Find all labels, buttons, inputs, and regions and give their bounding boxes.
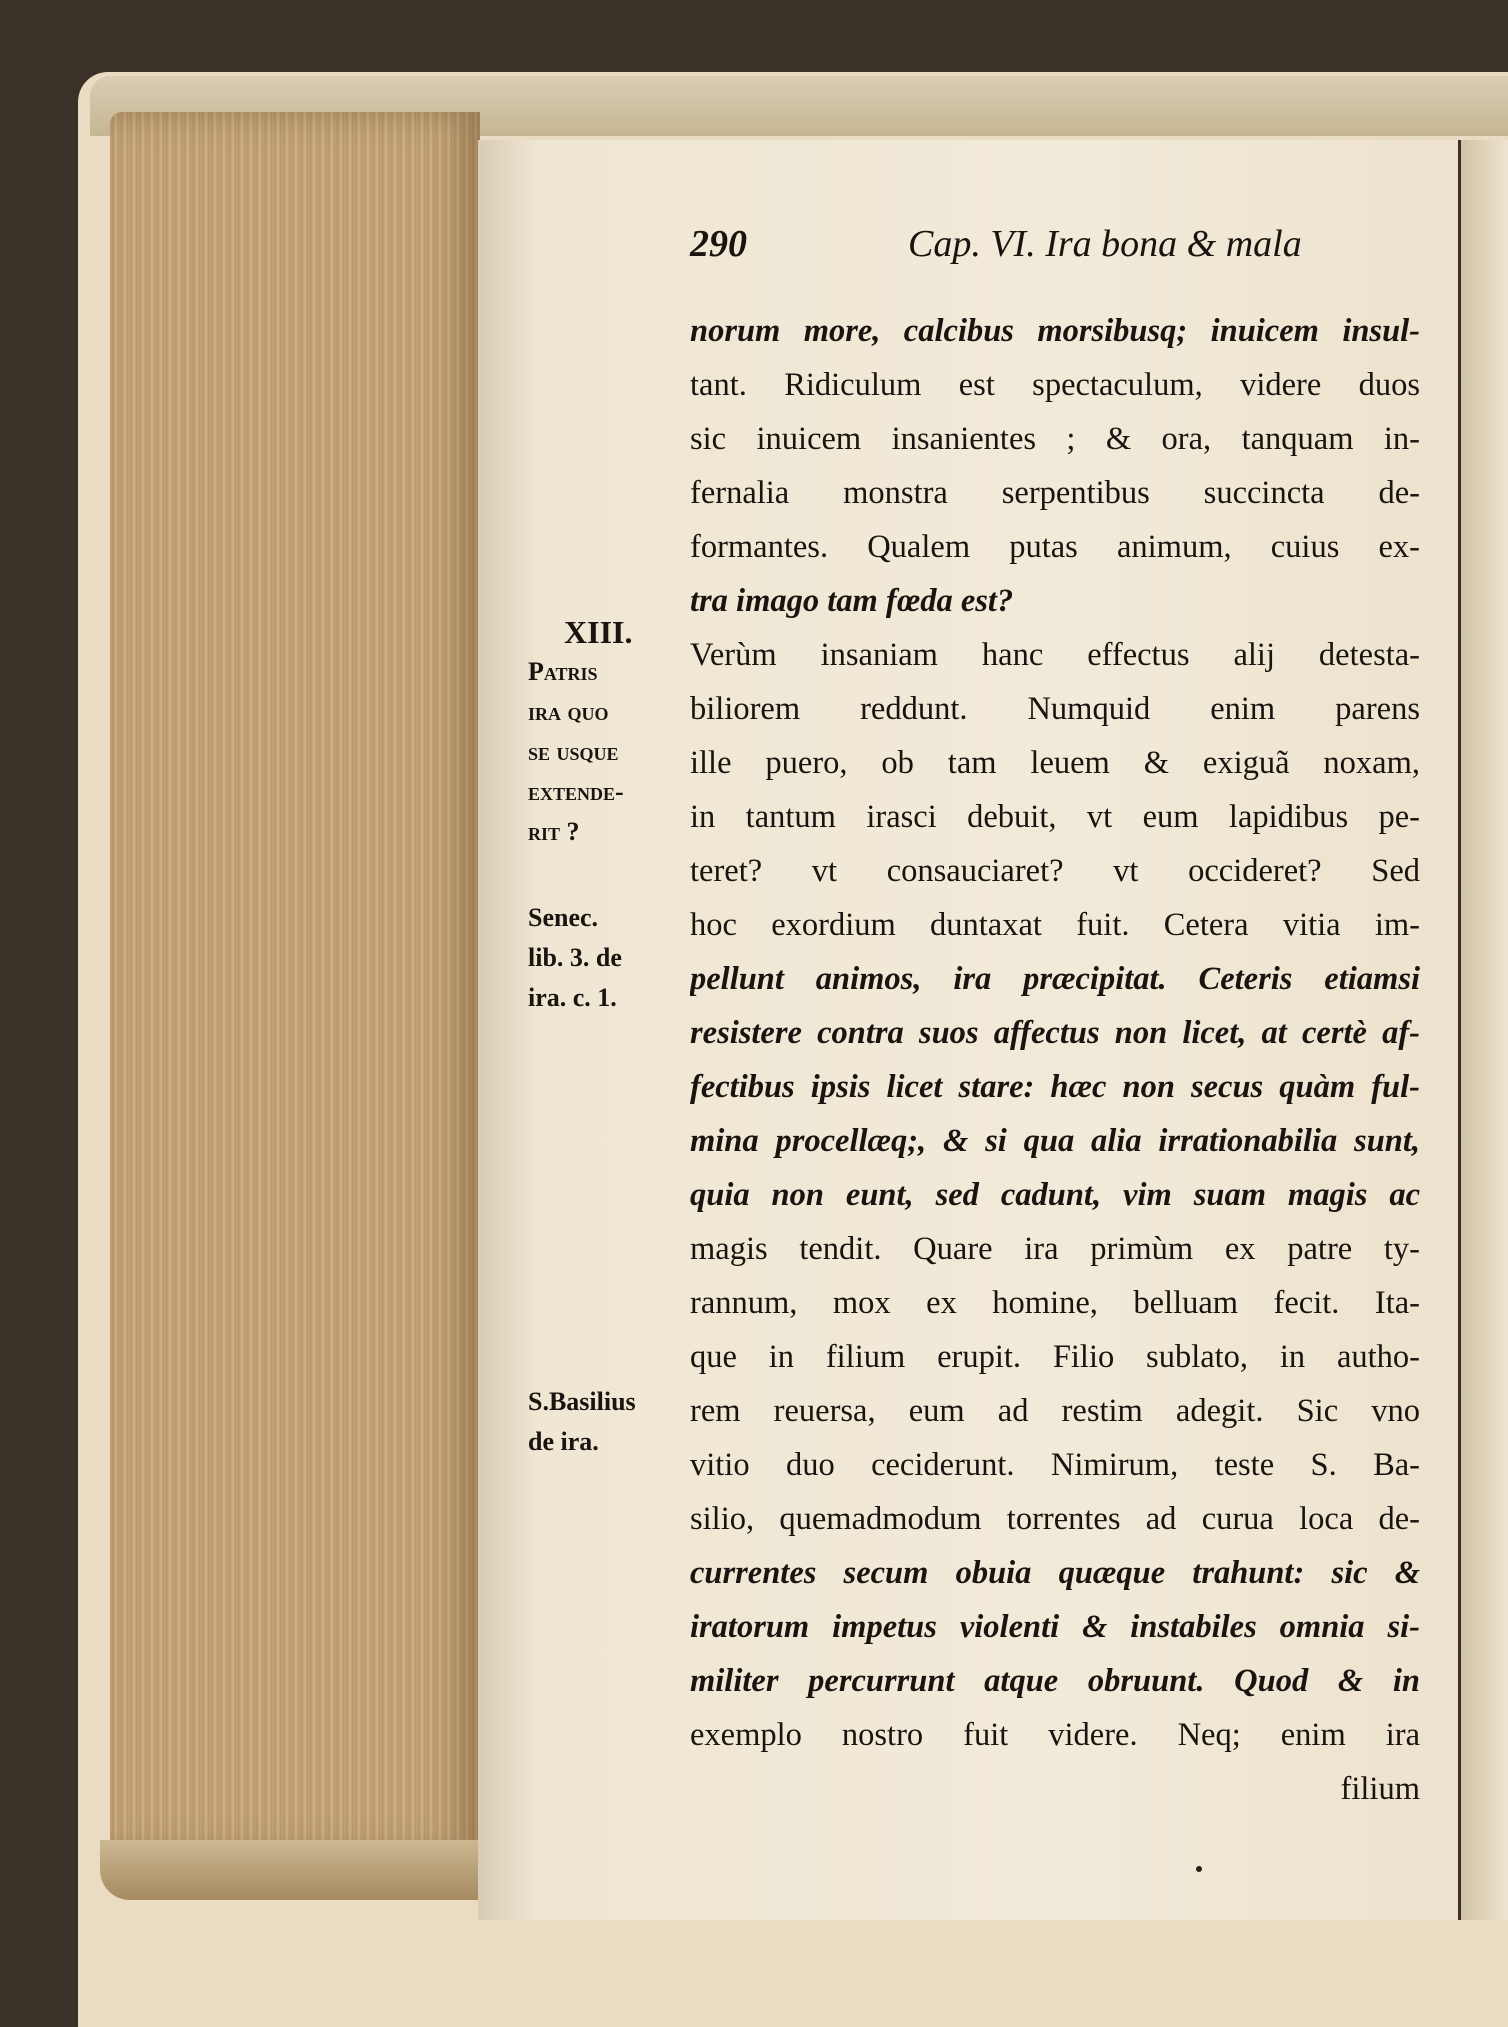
margin-note-line: Patris: [528, 657, 598, 686]
margin-note-seneca: [528, 898, 678, 1018]
margin-note-line: Senec.: [528, 903, 599, 932]
text-line: iratorum impetus violenti & instabiles omnia si-: [690, 1609, 1420, 1645]
text-line: militer percurrunt atque obruunt. Quod & in: [690, 1663, 1420, 1699]
text-line: que in filium erupit. Filio sublato, in autho-: [690, 1339, 1420, 1375]
ink-dot: [1196, 1866, 1202, 1872]
text-line: pellunt animos, ira præcipitat. Ceteris etiamsi: [690, 961, 1420, 997]
margin-note-line: XIII.: [564, 614, 633, 650]
margin-note-line: se usque: [528, 737, 619, 766]
text-line: rannum, mox ex homine, belluam fecit. Ita-: [690, 1285, 1420, 1321]
text-line: formantes. Qualem putas animum, cuius ex-: [690, 529, 1420, 565]
text-line: quia non eunt, sed cadunt, vim suam magis ac: [690, 1177, 1420, 1213]
text-line: biliorem reddunt. Numquid enim parens: [690, 691, 1420, 727]
text-line: Verùm insaniam hanc effectus alij detesta-: [690, 637, 1420, 673]
margin-note-line: extende-: [528, 777, 624, 806]
page-header: [690, 222, 1390, 272]
text-line: vitio duo ceciderunt. Nimirum, teste S. Ba-: [690, 1447, 1420, 1483]
text-line: in tantum irasci debuit, vt eum lapidibus pe-: [690, 799, 1420, 835]
margin-note-line: lib. 3. de: [528, 943, 622, 972]
margin-note-line: de ira.: [528, 1427, 599, 1456]
margin-note-basil: [528, 1382, 678, 1462]
book-bottom-edge: [100, 1840, 500, 1900]
margin-note-section: [528, 612, 678, 852]
text-line: teret? vt consauciaret? vt occideret? Sed: [690, 853, 1420, 889]
text-line: silio, quemadmodum torrentes ad curua loca de-: [690, 1501, 1420, 1537]
body-text: [690, 304, 1420, 1816]
text-line: mina procellæq;, & si qua alia irrationabilia sunt,: [690, 1123, 1420, 1159]
margin-note-line: ira. c. 1.: [528, 983, 617, 1012]
text-line: resistere contra suos affectus non licet, at certè af-: [690, 1015, 1420, 1051]
page-edges: [110, 112, 480, 1852]
text-line: sic inuicem insanientes ; & ora, tanquam in-: [690, 421, 1420, 457]
margin-note-line: rit ?: [528, 817, 580, 846]
text-line: norum more, calcibus morsibusq; inuicem insul-: [690, 313, 1420, 349]
margin-note-line: ira quo: [528, 697, 609, 726]
text-line: fectibus ipsis licet stare: hæc non secus quàm ful-: [690, 1069, 1420, 1105]
text-line: rem reuersa, eum ad restim adegit. Sic vno: [690, 1393, 1420, 1429]
text-line: hoc exordium duntaxat fuit. Cetera vitia im-: [690, 907, 1420, 943]
text-line: fernalia monstra serpentibus succincta de-: [690, 475, 1420, 511]
text-line: magis tendit. Quare ira primùm ex patre ty-: [690, 1231, 1420, 1267]
text-line: tant. Ridiculum est spectaculum, videre duos: [690, 367, 1420, 403]
margin-note-line: S.Basilius: [528, 1387, 636, 1416]
page-number: 290: [690, 223, 747, 265]
text-line: currentes secum obuia quæque trahunt: sic &: [690, 1555, 1420, 1591]
text-line: exemplo nostro fuit videre. Neq; enim ira: [690, 1717, 1420, 1753]
text-line: ille puero, ob tam leuem & exiguã noxam,: [690, 745, 1420, 781]
running-head: Cap. VI. Ira bona & mala: [908, 223, 1302, 265]
catchword: filium: [1340, 1771, 1420, 1807]
facing-page-edge: [1458, 140, 1508, 1920]
text-line: tra imago tam fœda est?: [690, 583, 1014, 619]
